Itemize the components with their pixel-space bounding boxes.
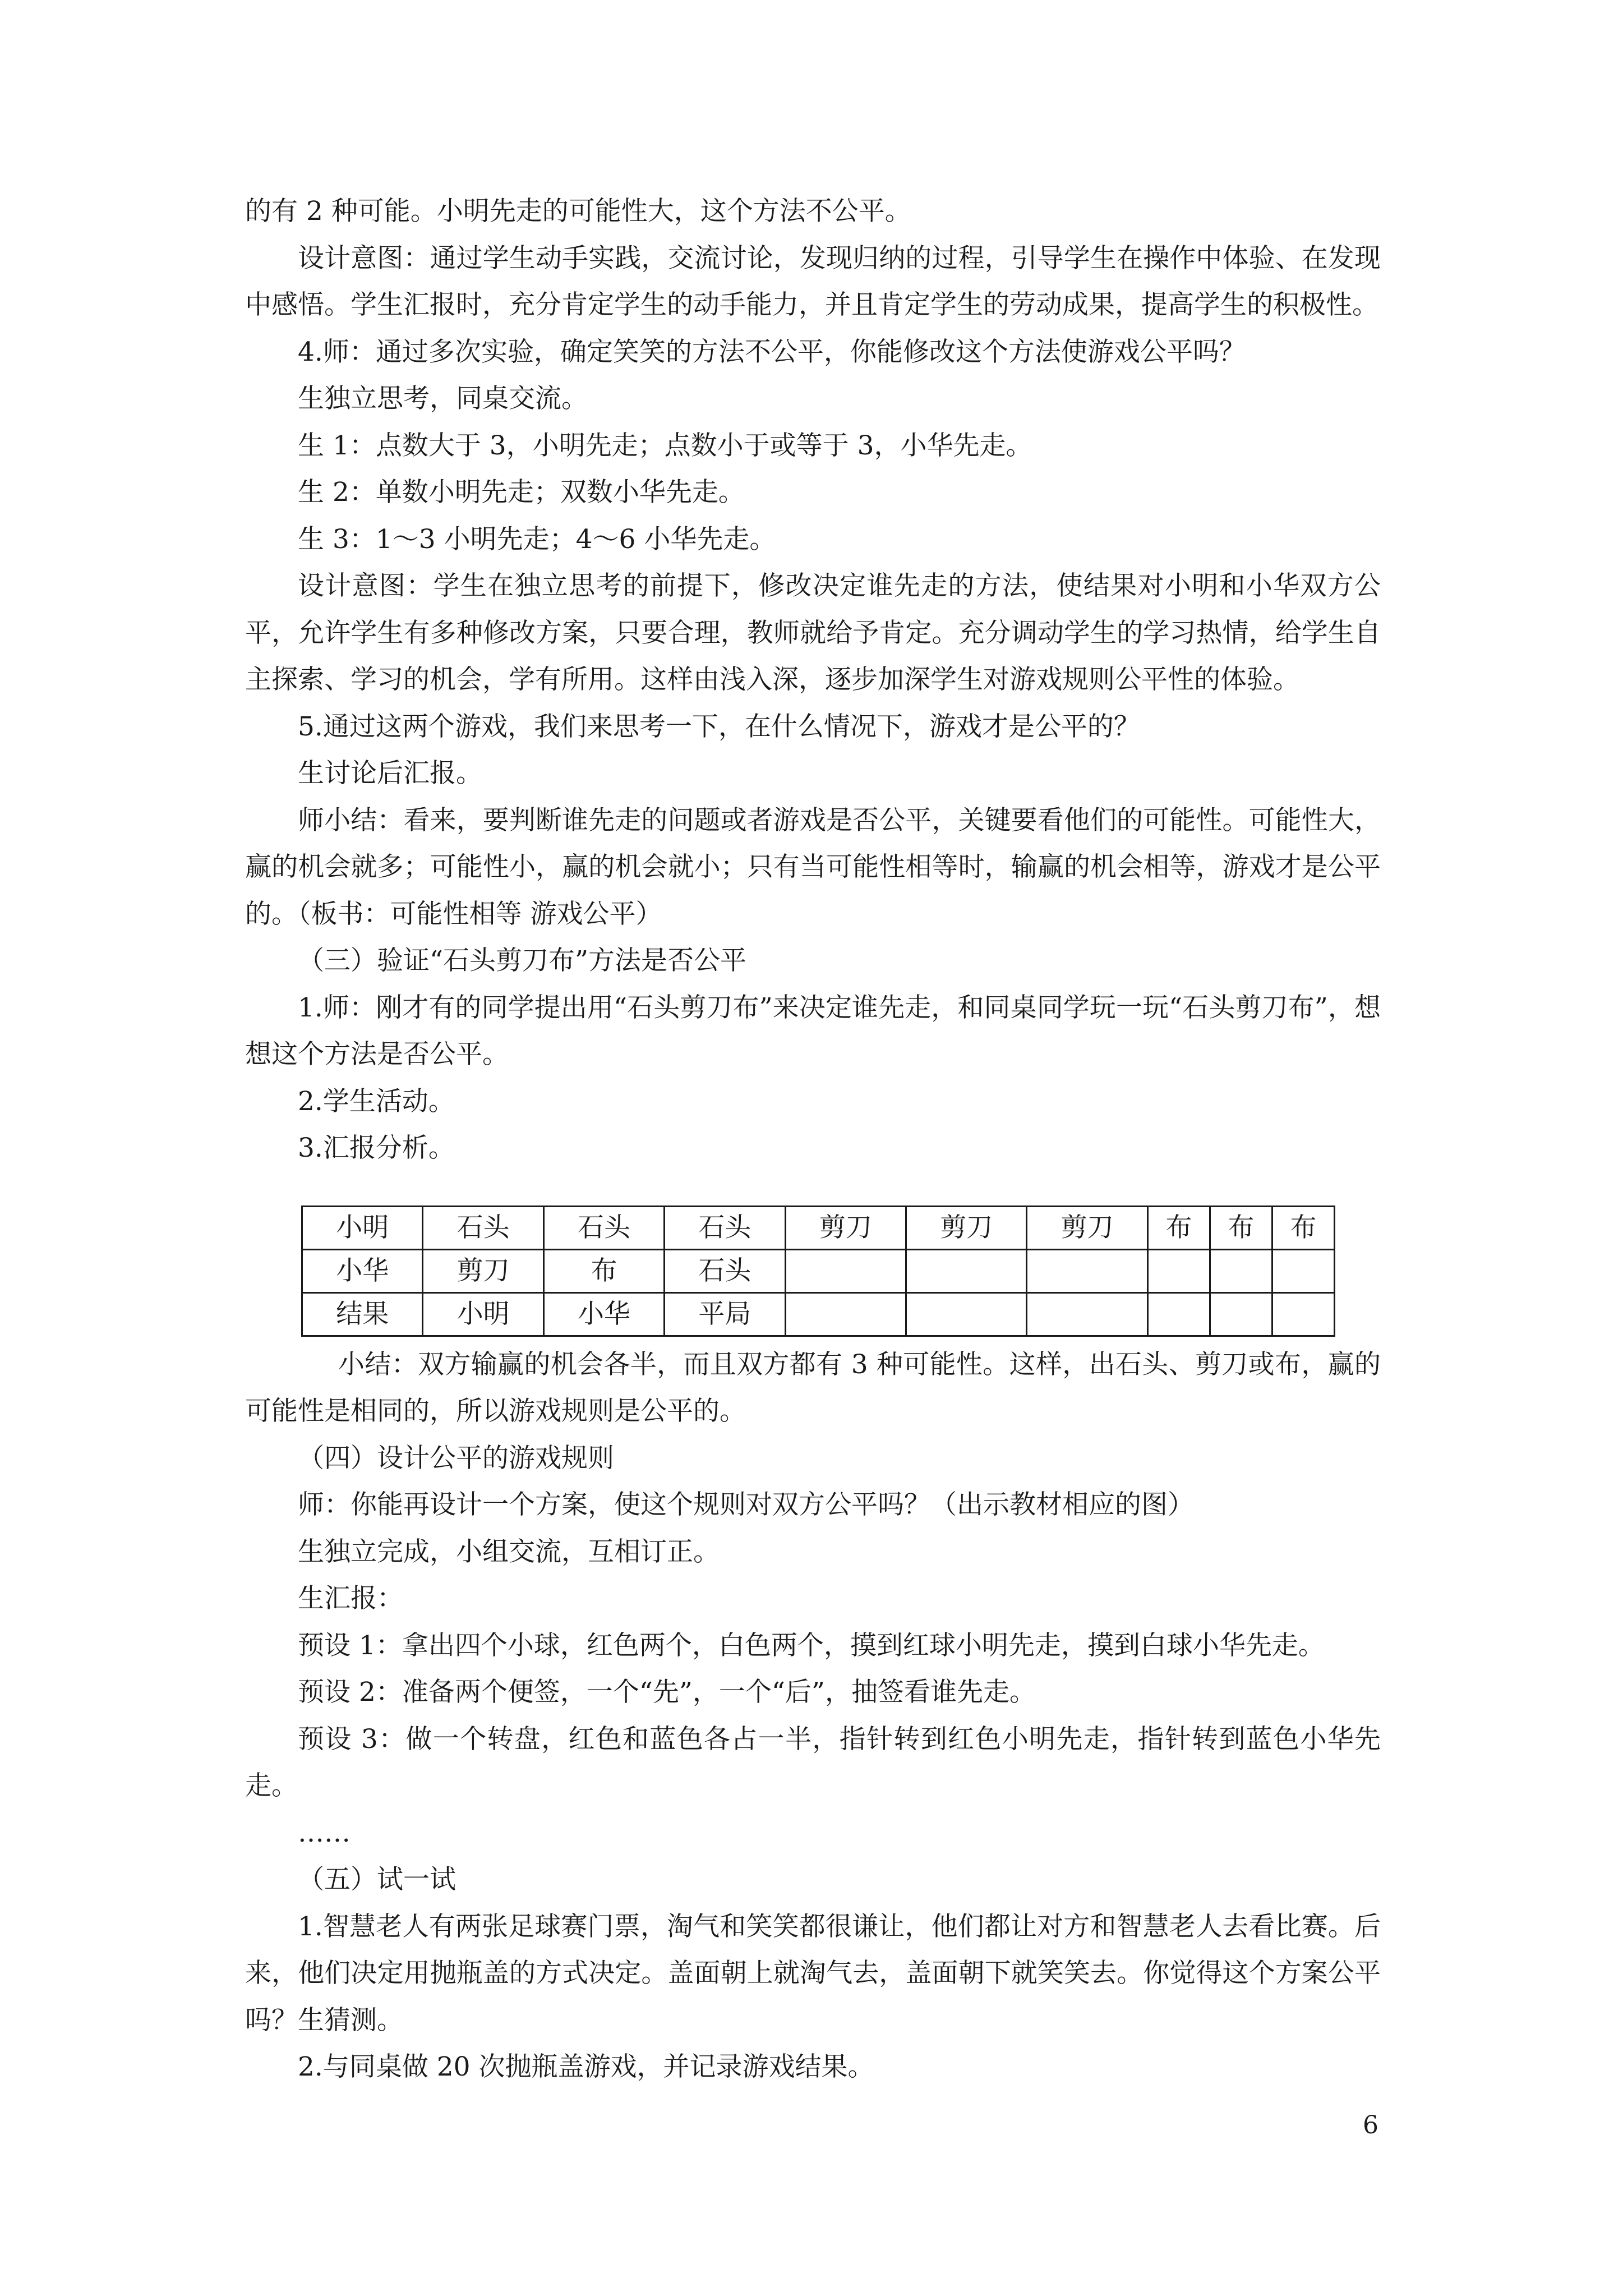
- paragraph: 预设 2：准备两个便签，一个“先”，一个“后”，抽签看谁先走。: [298, 1677, 1036, 1708]
- paragraph: 师小结：看来，要判断谁先走的问题或者游戏是否公平，关键要看他们的可能性。可能性大，赢的机会就多；可能性小，赢的机会就小；只有当可能性相等时，输赢的机会相等，游戏才是公平的。（板书：可能性相等 游戏公平）: [245, 804, 1381, 930]
- table-cell: 小华: [543, 1292, 664, 1336]
- table-cell: 石头: [543, 1206, 664, 1249]
- table-cell: 石头: [665, 1206, 785, 1249]
- paragraph: 4.师：通过多次实验，确定笑笑的方法不公平，你能修改这个方法使游戏公平吗？: [298, 336, 1246, 367]
- table-cell: 布: [1210, 1206, 1272, 1249]
- page-number: 6: [1363, 2111, 1378, 2139]
- table-cell: [1027, 1292, 1147, 1336]
- table-cell: 布: [1272, 1206, 1334, 1249]
- paragraph: 2.学生活动。: [298, 1085, 455, 1117]
- table-cell: 小明: [302, 1206, 423, 1249]
- rock-paper-scissors-table: [301, 1205, 1335, 1337]
- document-page: [245, 188, 1381, 2091]
- paragraph: 生讨论后汇报。: [298, 758, 482, 789]
- table-cell: 布: [1147, 1206, 1210, 1249]
- table-cell: [785, 1249, 906, 1292]
- paragraph: 生 2：单数小明先走；双数小华先走。: [298, 477, 745, 508]
- paragraph: 预设 3：做一个转盘，红色和蓝色各占一半，指针转到红色小明先走，指针转到蓝色小华先走。: [245, 1723, 1381, 1801]
- section-heading: （五）试一试: [298, 1864, 456, 1895]
- paragraph: 1.师：刚才有的同学提出用“石头剪刀布”来决定谁先走，和同桌同学玩一玩“石头剪刀布”，想想这个方法是否公平。: [245, 992, 1381, 1070]
- section-heading: （三）验证“石头剪刀布”方法是否公平: [298, 945, 747, 976]
- table-row: [302, 1249, 1335, 1292]
- paragraph: 师：你能再设计一个方案，使这个规则对双方公平吗？（出示教材相应的图）: [298, 1489, 1194, 1520]
- table-cell: 平局: [665, 1292, 785, 1336]
- table-cell: [1147, 1249, 1210, 1292]
- table-row: [302, 1206, 1335, 1249]
- body-text-before-table: [245, 188, 1381, 1172]
- section-heading: （四）设计公平的游戏规则: [298, 1442, 614, 1474]
- table-cell: 布: [543, 1249, 664, 1292]
- table-cell: [906, 1292, 1027, 1336]
- paragraph: 生独立完成，小组交流，互相订正。: [298, 1536, 720, 1567]
- paragraph: 的有 2 种可能。小明先走的可能性大，这个方法不公平。: [245, 196, 911, 227]
- table-cell: 结果: [302, 1292, 423, 1336]
- paragraph: 预设 1：拿出四个小球，红色两个，白色两个，摸到红球小明先走，摸到白球小华先走。: [298, 1630, 1325, 1661]
- table-cell: [1272, 1292, 1334, 1336]
- body-text-after-table: [245, 1341, 1381, 2091]
- table-cell: 石头: [665, 1249, 785, 1292]
- table-cell: [1272, 1249, 1334, 1292]
- paragraph: 生 3：1～3 小明先走；4～6 小华先走。: [298, 523, 776, 555]
- paragraph: 生 1：点数大于 3，小明先走；点数小于或等于 3，小华先走。: [298, 430, 1032, 461]
- paragraph: 5.通过这两个游戏，我们来思考一下，在什么情况下，游戏才是公平的？: [298, 711, 1140, 742]
- table-cell: [1027, 1249, 1147, 1292]
- table-cell: [1147, 1292, 1210, 1336]
- table-cell: 剪刀: [1027, 1206, 1147, 1249]
- table-cell: 剪刀: [423, 1249, 543, 1292]
- ellipsis: ……: [298, 1817, 351, 1848]
- paragraph: 生独立思考，同桌交流。: [298, 383, 588, 414]
- paragraph: 小结：双方输赢的机会各半，而且双方都有 3 种可能性。这样，出石头、剪刀或布，赢的可能性是相同的，所以游戏规则是公平的。: [245, 1349, 1381, 1427]
- table-cell: [1210, 1249, 1272, 1292]
- paragraph: 1.智慧老人有两张足球赛门票，淘气和笑笑都很谦让，他们都让对方和智慧老人去看比赛。后来，他们决定用抛瓶盖的方式决定。盖面朝上就淘气去，盖面朝下就笑笑去。你觉得这个方案公平吗？生猜测。: [245, 1911, 1381, 2036]
- table-cell: [906, 1249, 1027, 1292]
- table-cell: 小华: [302, 1249, 423, 1292]
- paragraph: 设计意图：通过学生动手实践，交流讨论，发现归纳的过程，引导学生在操作中体验、在发现中感悟。学生汇报时，充分肯定学生的动手能力，并且肯定学生的劳动成果，提高学生的积极性。: [245, 242, 1381, 320]
- paragraph: 生汇报：: [298, 1583, 403, 1614]
- paragraph: 3.汇报分析。: [298, 1133, 455, 1163]
- table-cell: 剪刀: [785, 1206, 906, 1249]
- table-cell: 小明: [423, 1292, 543, 1336]
- paragraph: 2.与同桌做 20 次抛瓶盖游戏，并记录游戏结果。: [298, 2051, 874, 2082]
- table-cell: [1210, 1292, 1272, 1336]
- table-row: [302, 1292, 1335, 1336]
- table-cell: 石头: [423, 1206, 543, 1249]
- table-cell: [785, 1292, 906, 1336]
- paragraph: 设计意图：学生在独立思考的前提下，修改决定谁先走的方法，使结果对小明和小华双方公平，允许学生有多种修改方案，只要合理，教师就给予肯定。充分调动学生的学习热情，给学生自主探索、学习的机会，学有所用。这样由浅入深，逐步加深学生对游戏规则公平性的体验。: [245, 570, 1381, 695]
- table-cell: 剪刀: [906, 1206, 1027, 1249]
